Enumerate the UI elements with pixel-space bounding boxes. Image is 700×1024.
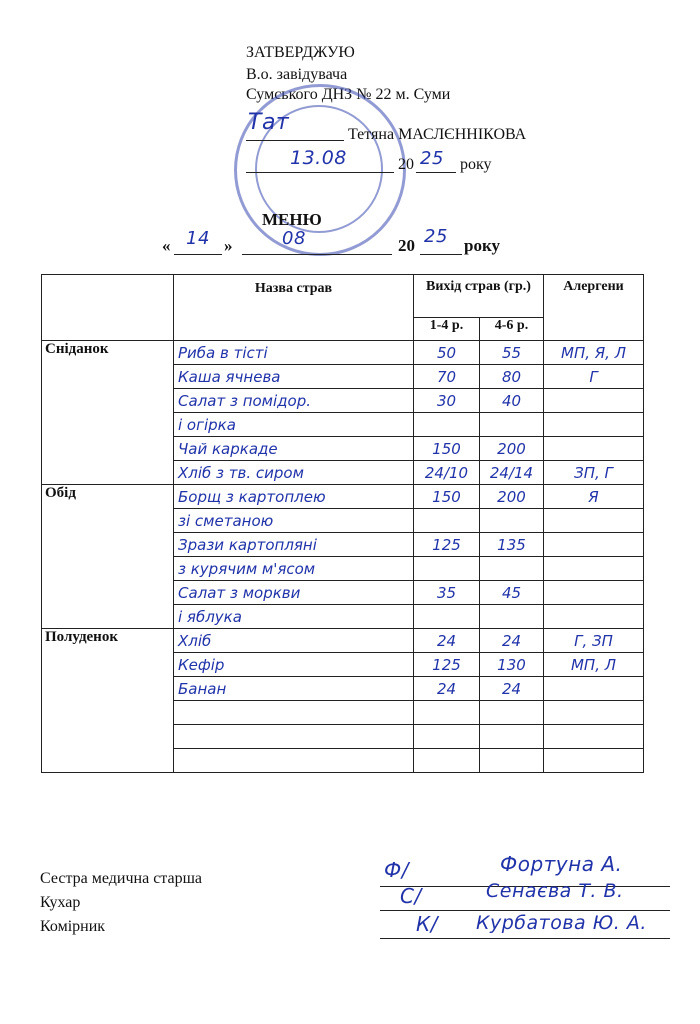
menu-year-line [420,254,462,255]
day-line [174,254,222,255]
month-line [242,254,392,255]
dish-cell: Банан [174,677,414,701]
dish-cell: Хліб [174,629,414,653]
approval-institution: Сумського ДНЗ № 22 м. Суми [246,86,451,103]
table-row [42,341,644,365]
nurse-signature-icon: Ф/ [384,858,409,882]
portion-1-4: 50 [414,341,480,365]
portion-4-6 [480,509,544,533]
allergen-cell [544,557,644,581]
menu-year: 25 [424,226,448,247]
allergen-cell [544,605,644,629]
approval-signature: Тат [248,110,290,135]
dish-cell: зі сметаною [174,509,414,533]
portion-4-6: 24 [480,629,544,653]
storekeeper-sign-line [380,938,670,939]
date-open-quote: « [162,236,171,255]
date-close-quote: » [224,236,233,255]
menu-date-month: 08 [282,228,306,249]
portion-1-4 [414,725,480,749]
dish-cell: з курячим м'ясом [174,557,414,581]
dish-cell: Борщ з картоплею [174,485,414,509]
approval-year-suffix: року [460,156,492,173]
dish-cell: Зрази картопляні [174,533,414,557]
approval-date: 13.08 [290,147,347,169]
portion-4-6: 40 [480,389,544,413]
approval-year: 25 [420,148,444,169]
allergen-cell [544,509,644,533]
dish-cell: Риба в тісті [174,341,414,365]
dish-cell: Чай каркаде [174,437,414,461]
portion-4-6: 200 [480,485,544,509]
portion-1-4 [414,509,480,533]
age-1-4-header: 1-4 р. [414,318,480,341]
portion-1-4 [414,605,480,629]
dish-cell: Салат з помідор. [174,389,414,413]
nurse-label: Сестра медична старша [40,870,202,887]
allergen-cell: МП, Я, Л [544,341,644,365]
allergen-cell: Г, ЗП [544,629,644,653]
allergen-cell: ЗП, Г [544,461,644,485]
portion-4-6 [480,605,544,629]
dish-cell: Кефір [174,653,414,677]
allergen-cell [544,725,644,749]
portion-1-4: 30 [414,389,480,413]
portion-4-6 [480,749,544,773]
allergen-cell: МП, Л [544,653,644,677]
dish-cell [174,749,414,773]
menu-date-day: 14 [186,228,210,249]
approval-heading: ЗАТВЕРДЖУЮ [246,44,355,61]
table-row [42,629,644,653]
menu-table [41,274,644,773]
menu-year-suffix: року [464,236,501,255]
portion-4-6: 130 [480,653,544,677]
allergen-cell [544,413,644,437]
allergen-cell [544,581,644,605]
dish-cell [174,725,414,749]
portion-1-4 [414,413,480,437]
nurse-name: Фортуна А. [500,852,623,876]
dish-cell: і огірка [174,413,414,437]
age-4-6-header: 4-6 р. [480,318,544,341]
cook-name: Сенаєва Т. В. [486,880,624,902]
allergen-cell [544,749,644,773]
date-line [246,172,394,173]
allergen-cell: Г [544,365,644,389]
approval-position: В.о. завідувача [246,66,348,83]
portion-1-4: 150 [414,485,480,509]
meal-breakfast: Сніданок [42,341,174,485]
cook-label: Кухар [40,894,81,911]
storekeeper-name: Курбатова Ю. А. [476,912,647,934]
menu-year-prefix: 20 [398,236,415,255]
approval-name: Тетяна МАСЛЄННІКОВА [348,126,527,143]
portion-1-4: 24 [414,677,480,701]
portion-1-4: 24 [414,629,480,653]
portion-1-4: 35 [414,581,480,605]
portion-1-4 [414,749,480,773]
portion-1-4: 70 [414,365,480,389]
approval-year-prefix: 20 [398,156,414,173]
dish-cell: Каша ячнева [174,365,414,389]
allergen-cell [544,701,644,725]
portion-4-6: 24 [480,677,544,701]
portion-4-6 [480,557,544,581]
dish-cell: Хліб з тв. сиром [174,461,414,485]
allergens-header: Алергени [544,275,644,341]
portion-4-6: 135 [480,533,544,557]
portion-1-4: 125 [414,533,480,557]
signature-line [246,140,344,141]
portion-4-6: 55 [480,341,544,365]
allergen-cell [544,677,644,701]
portion-4-6: 24/14 [480,461,544,485]
portion-4-6 [480,701,544,725]
allergen-cell: Я [544,485,644,509]
storekeeper-label: Комірник [40,918,106,935]
allergen-cell [544,389,644,413]
portion-4-6 [480,413,544,437]
cook-sign-line [380,910,670,911]
storekeeper-signature-icon: К/ [416,912,438,936]
portion-4-6: 80 [480,365,544,389]
menu-title: МЕНЮ [262,210,322,229]
portion-1-4: 24/10 [414,461,480,485]
allergen-cell [544,437,644,461]
meal-lunch: Обід [42,485,174,629]
portion-1-4 [414,557,480,581]
dish-cell: і яблука [174,605,414,629]
dish-name-header: Назва страв [174,275,414,341]
portion-1-4: 150 [414,437,480,461]
allergen-cell [544,533,644,557]
portion-4-6: 45 [480,581,544,605]
portion-1-4 [414,701,480,725]
portion-4-6 [480,725,544,749]
meal-header-cell [42,275,174,341]
meal-snack: Полуденок [42,629,174,773]
output-header: Вихід страв (гр.) [414,275,544,318]
year-line [416,172,456,173]
portion-4-6: 200 [480,437,544,461]
table-row [42,485,644,509]
dish-cell: Салат з моркви [174,581,414,605]
cook-signature-icon: С/ [400,884,422,908]
dish-cell [174,701,414,725]
portion-1-4: 125 [414,653,480,677]
